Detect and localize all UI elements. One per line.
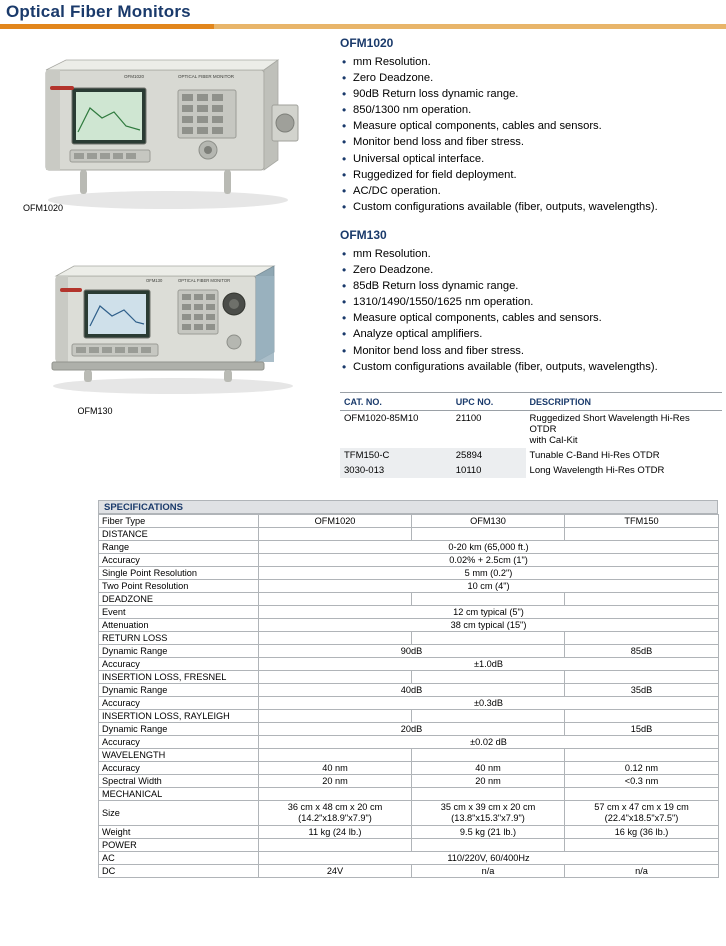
- size-imperial: (13.8"x15.3"x7.9"): [451, 813, 525, 823]
- table-row: [99, 723, 719, 736]
- feature-block-title: OFM130: [340, 228, 387, 242]
- cell-value-ofm: 20dB: [259, 723, 565, 736]
- table-row: [99, 865, 719, 878]
- cell-empty: [259, 528, 412, 541]
- column-header-upc-no: UPC NO.: [452, 394, 526, 411]
- row-label: Dynamic Range: [99, 645, 259, 658]
- list-item: • Analyze optical amplifiers.: [340, 326, 722, 342]
- cell-empty: [412, 593, 565, 606]
- cell-value-ofm1020: [259, 801, 412, 826]
- table-section-row: [99, 671, 719, 684]
- section-label: RETURN LOSS: [99, 632, 259, 645]
- header-accent-bar-dark: [0, 24, 214, 29]
- cell-value-tfm150: [565, 801, 719, 826]
- list-item: • mm Resolution.: [340, 54, 722, 70]
- cell-value-tfm150: 0.12 nm: [565, 762, 719, 775]
- row-label: AC: [99, 852, 259, 865]
- table-row: [99, 658, 719, 671]
- list-item: • Universal optical interface.: [340, 151, 722, 167]
- table-row: [99, 801, 719, 826]
- table-header-row: [340, 394, 722, 411]
- list-item: • 85dB Return loss dynamic range.: [340, 278, 722, 294]
- feature-block-title: OFM1020: [340, 36, 394, 50]
- cell-cat-no: OFM1020-85M10: [344, 413, 419, 424]
- table-section-row: [99, 528, 719, 541]
- cell-empty: [259, 839, 412, 852]
- list-item: • Zero Deadzone.: [340, 262, 722, 278]
- list-item: • Custom configurations available (fiber, outputs, wavelengths).: [340, 199, 722, 215]
- table-section-row: [99, 593, 719, 606]
- product-image-ofm130: [28, 258, 318, 398]
- svg-text:OFM1020: OFM1020: [124, 74, 145, 79]
- row-label: Weight: [99, 826, 259, 839]
- row-label: Attenuation: [99, 619, 259, 632]
- column-header-ofm130: OFM130: [412, 515, 565, 528]
- list-item: • 850/1300 nm operation.: [340, 102, 722, 118]
- section-label: INSERTION LOSS, RAYLEIGH: [99, 710, 259, 723]
- cell-value-tfm150: 85dB: [565, 645, 719, 658]
- list-item: • Custom configurations available (fiber, outputs, wavelengths).: [340, 359, 722, 375]
- table-row: [99, 606, 719, 619]
- size-imperial: (22.4"x18.5"x7.5"): [604, 813, 679, 823]
- svg-text:OFM130: OFM130: [146, 278, 163, 283]
- cell-value-tfm150: n/a: [565, 865, 719, 878]
- column-header-ofm1020: OFM1020: [259, 515, 412, 528]
- list-item: • mm Resolution.: [340, 246, 722, 262]
- cell-empty: [259, 632, 412, 645]
- section-label: INSERTION LOSS, FRESNEL: [99, 671, 259, 684]
- cell-empty: [565, 671, 719, 684]
- cell-empty: [259, 749, 412, 762]
- list-item: • 90dB Return loss dynamic range.: [340, 86, 722, 102]
- table-section-row: [99, 710, 719, 723]
- cell-value-ofm130: 20 nm: [412, 775, 565, 788]
- section-label: MECHANICAL: [99, 788, 259, 801]
- table-row: [340, 448, 722, 463]
- cell-value-tfm150: 35dB: [565, 684, 719, 697]
- list-item: • Measure optical components, cables and sensors.: [340, 310, 722, 326]
- size-imperial: (14.2"x18.9"x7.9"): [298, 813, 372, 823]
- cell-value-all: ±0.02 dB: [259, 736, 719, 749]
- feature-list-ofm1020: [340, 54, 722, 215]
- cell-cat-no: TFM150-C: [340, 448, 452, 463]
- row-label: Accuracy: [99, 697, 259, 710]
- table-row: [99, 684, 719, 697]
- cell-empty: [565, 710, 719, 723]
- column-header-cat-no: CAT. NO.: [340, 394, 452, 411]
- svg-text:OPTICAL FIBER MONITOR: OPTICAL FIBER MONITOR: [178, 278, 231, 283]
- cell-cat-no: 3030-013: [340, 463, 452, 478]
- cell-value-tfm150: 15dB: [565, 723, 719, 736]
- list-item: • Ruggedized for field deployment.: [340, 167, 722, 183]
- table-row: [99, 645, 719, 658]
- table-row: [99, 826, 719, 839]
- specifications-title-bar: [98, 500, 718, 514]
- cell-upc-no: 25894: [452, 448, 526, 463]
- row-label: Range: [99, 541, 259, 554]
- cell-empty: [565, 632, 719, 645]
- row-label: Accuracy: [99, 736, 259, 749]
- table-row: [99, 736, 719, 749]
- cell-empty: [412, 671, 565, 684]
- cell-empty: [259, 671, 412, 684]
- table-row: [99, 580, 719, 593]
- cell-value-ofm: 40dB: [259, 684, 565, 697]
- list-item: • Monitor bend loss and fiber stress.: [340, 134, 722, 150]
- table-row: [340, 463, 722, 478]
- cell-description: [526, 411, 722, 449]
- list-item: • 1310/1490/1550/1625 nm operation.: [340, 294, 722, 310]
- cell-value-all: 110/220V, 60/400Hz: [259, 852, 719, 865]
- cell-value-all: ±0.3dB: [259, 697, 719, 710]
- table-row: [99, 762, 719, 775]
- table-header-row: [99, 515, 719, 528]
- cell-value-all: 38 cm typical (15"): [259, 619, 719, 632]
- feature-list-ofm130: [340, 246, 722, 375]
- cell-value-ofm: 90dB: [259, 645, 565, 658]
- row-label: Accuracy: [99, 554, 259, 567]
- cell-upc-no: 21100: [455, 413, 482, 424]
- cell-value-ofm130: n/a: [412, 865, 565, 878]
- cell-empty: [565, 528, 719, 541]
- list-item: • Measure optical components, cables and sensors.: [340, 118, 722, 134]
- specifications-table: [98, 514, 719, 878]
- row-label: Event: [99, 606, 259, 619]
- cell-value-ofm130: [412, 801, 565, 826]
- row-label: Accuracy: [99, 762, 259, 775]
- cell-value-ofm1020: 40 nm: [259, 762, 412, 775]
- table-row: [99, 852, 719, 865]
- table-section-row: [99, 839, 719, 852]
- cell-empty: [259, 593, 412, 606]
- cell-value-ofm1020: 20 nm: [259, 775, 412, 788]
- page-header: [0, 0, 726, 26]
- table-row: [99, 541, 719, 554]
- table-row: [99, 697, 719, 710]
- row-label: Spectral Width: [99, 775, 259, 788]
- cell-description: Tunable C-Band Hi-Res OTDR: [529, 450, 660, 461]
- column-header-description: DESCRIPTION: [526, 394, 722, 411]
- section-label: DISTANCE: [99, 528, 259, 541]
- catalog-top-rule: [340, 392, 722, 393]
- specifications-title: SPECIFICATIONS: [104, 502, 183, 513]
- cell-empty: [259, 788, 412, 801]
- cell-value-all: 0.02% + 2.5cm (1"): [259, 554, 719, 567]
- cell-empty: [565, 749, 719, 762]
- cell-value-tfm150: <0.3 nm: [565, 775, 719, 788]
- product-caption-ofm130: OFM130: [77, 406, 113, 416]
- table-row: [99, 619, 719, 632]
- cell-empty: [412, 788, 565, 801]
- page-title: Optical Fiber Monitors: [6, 2, 191, 21]
- cell-upc-no: 10110: [452, 463, 526, 478]
- cell-value-tfm150: 16 kg (36 lb.): [565, 826, 719, 839]
- row-label: Single Point Resolution: [99, 567, 259, 580]
- cell-value-all: ±1.0dB: [259, 658, 719, 671]
- table-row: [99, 775, 719, 788]
- feature-block-ofm130: [340, 228, 722, 375]
- description-line-1: Ruggedized Short Wavelength Hi-Res OTDR: [529, 413, 690, 435]
- cell-empty: [412, 528, 565, 541]
- row-label: Accuracy: [99, 658, 259, 671]
- cell-value-ofm1020: 11 kg (24 lb.): [259, 826, 412, 839]
- svg-text:OPTICAL FIBER MONITOR: OPTICAL FIBER MONITOR: [178, 74, 235, 79]
- size-metric: 57 cm x 47 cm x 19 cm: [594, 802, 689, 812]
- row-label: Two Point Resolution: [99, 580, 259, 593]
- cell-value-all: 10 cm (4"): [259, 580, 719, 593]
- row-label: Size: [99, 801, 259, 826]
- section-label: POWER: [99, 839, 259, 852]
- table-section-row: [99, 632, 719, 645]
- table-row: [99, 567, 719, 580]
- product-image-ofm1020: [28, 50, 308, 210]
- catalog-table: [340, 394, 722, 478]
- cell-description: Long Wavelength Hi-Res OTDR: [529, 465, 665, 476]
- list-item: • Monitor bend loss and fiber stress.: [340, 343, 722, 359]
- size-metric: 35 cm x 39 cm x 20 cm: [440, 802, 536, 812]
- table-row: [340, 411, 722, 449]
- cell-empty: [412, 839, 565, 852]
- section-label: WAVELENGTH: [99, 749, 259, 762]
- cell-empty: [412, 749, 565, 762]
- cell-value-all: 0-20 km (65,000 ft.): [259, 541, 719, 554]
- column-header-fiber-type: Fiber Type: [99, 515, 259, 528]
- list-item: • Zero Deadzone.: [340, 70, 722, 86]
- row-label: Dynamic Range: [99, 684, 259, 697]
- cell-value-all: 5 mm (0.2"): [259, 567, 719, 580]
- cell-empty: [259, 710, 412, 723]
- table-section-row: [99, 749, 719, 762]
- table-section-row: [99, 788, 719, 801]
- cell-empty: [412, 632, 565, 645]
- list-item: • AC/DC operation.: [340, 183, 722, 199]
- cell-empty: [565, 788, 719, 801]
- description-line-2: with Cal-Kit: [529, 435, 578, 446]
- header-accent-bar-light: [214, 24, 726, 29]
- section-label: DEADZONE: [99, 593, 259, 606]
- table-row: [99, 554, 719, 567]
- size-metric: 36 cm x 48 cm x 20 cm: [287, 802, 383, 812]
- row-label: Dynamic Range: [99, 723, 259, 736]
- cell-value-all: 12 cm typical (5"): [259, 606, 719, 619]
- feature-block-ofm1020: [340, 36, 722, 215]
- row-label: DC: [99, 865, 259, 878]
- column-header-tfm150: TFM150: [565, 515, 719, 528]
- cell-empty: [565, 839, 719, 852]
- cell-value-ofm130: 40 nm: [412, 762, 565, 775]
- cell-empty: [565, 593, 719, 606]
- cell-value-ofm1020: 24V: [259, 865, 412, 878]
- product-caption-ofm1020: OFM1020: [22, 203, 64, 213]
- cell-value-ofm130: 9.5 kg (21 lb.): [412, 826, 565, 839]
- cell-empty: [412, 710, 565, 723]
